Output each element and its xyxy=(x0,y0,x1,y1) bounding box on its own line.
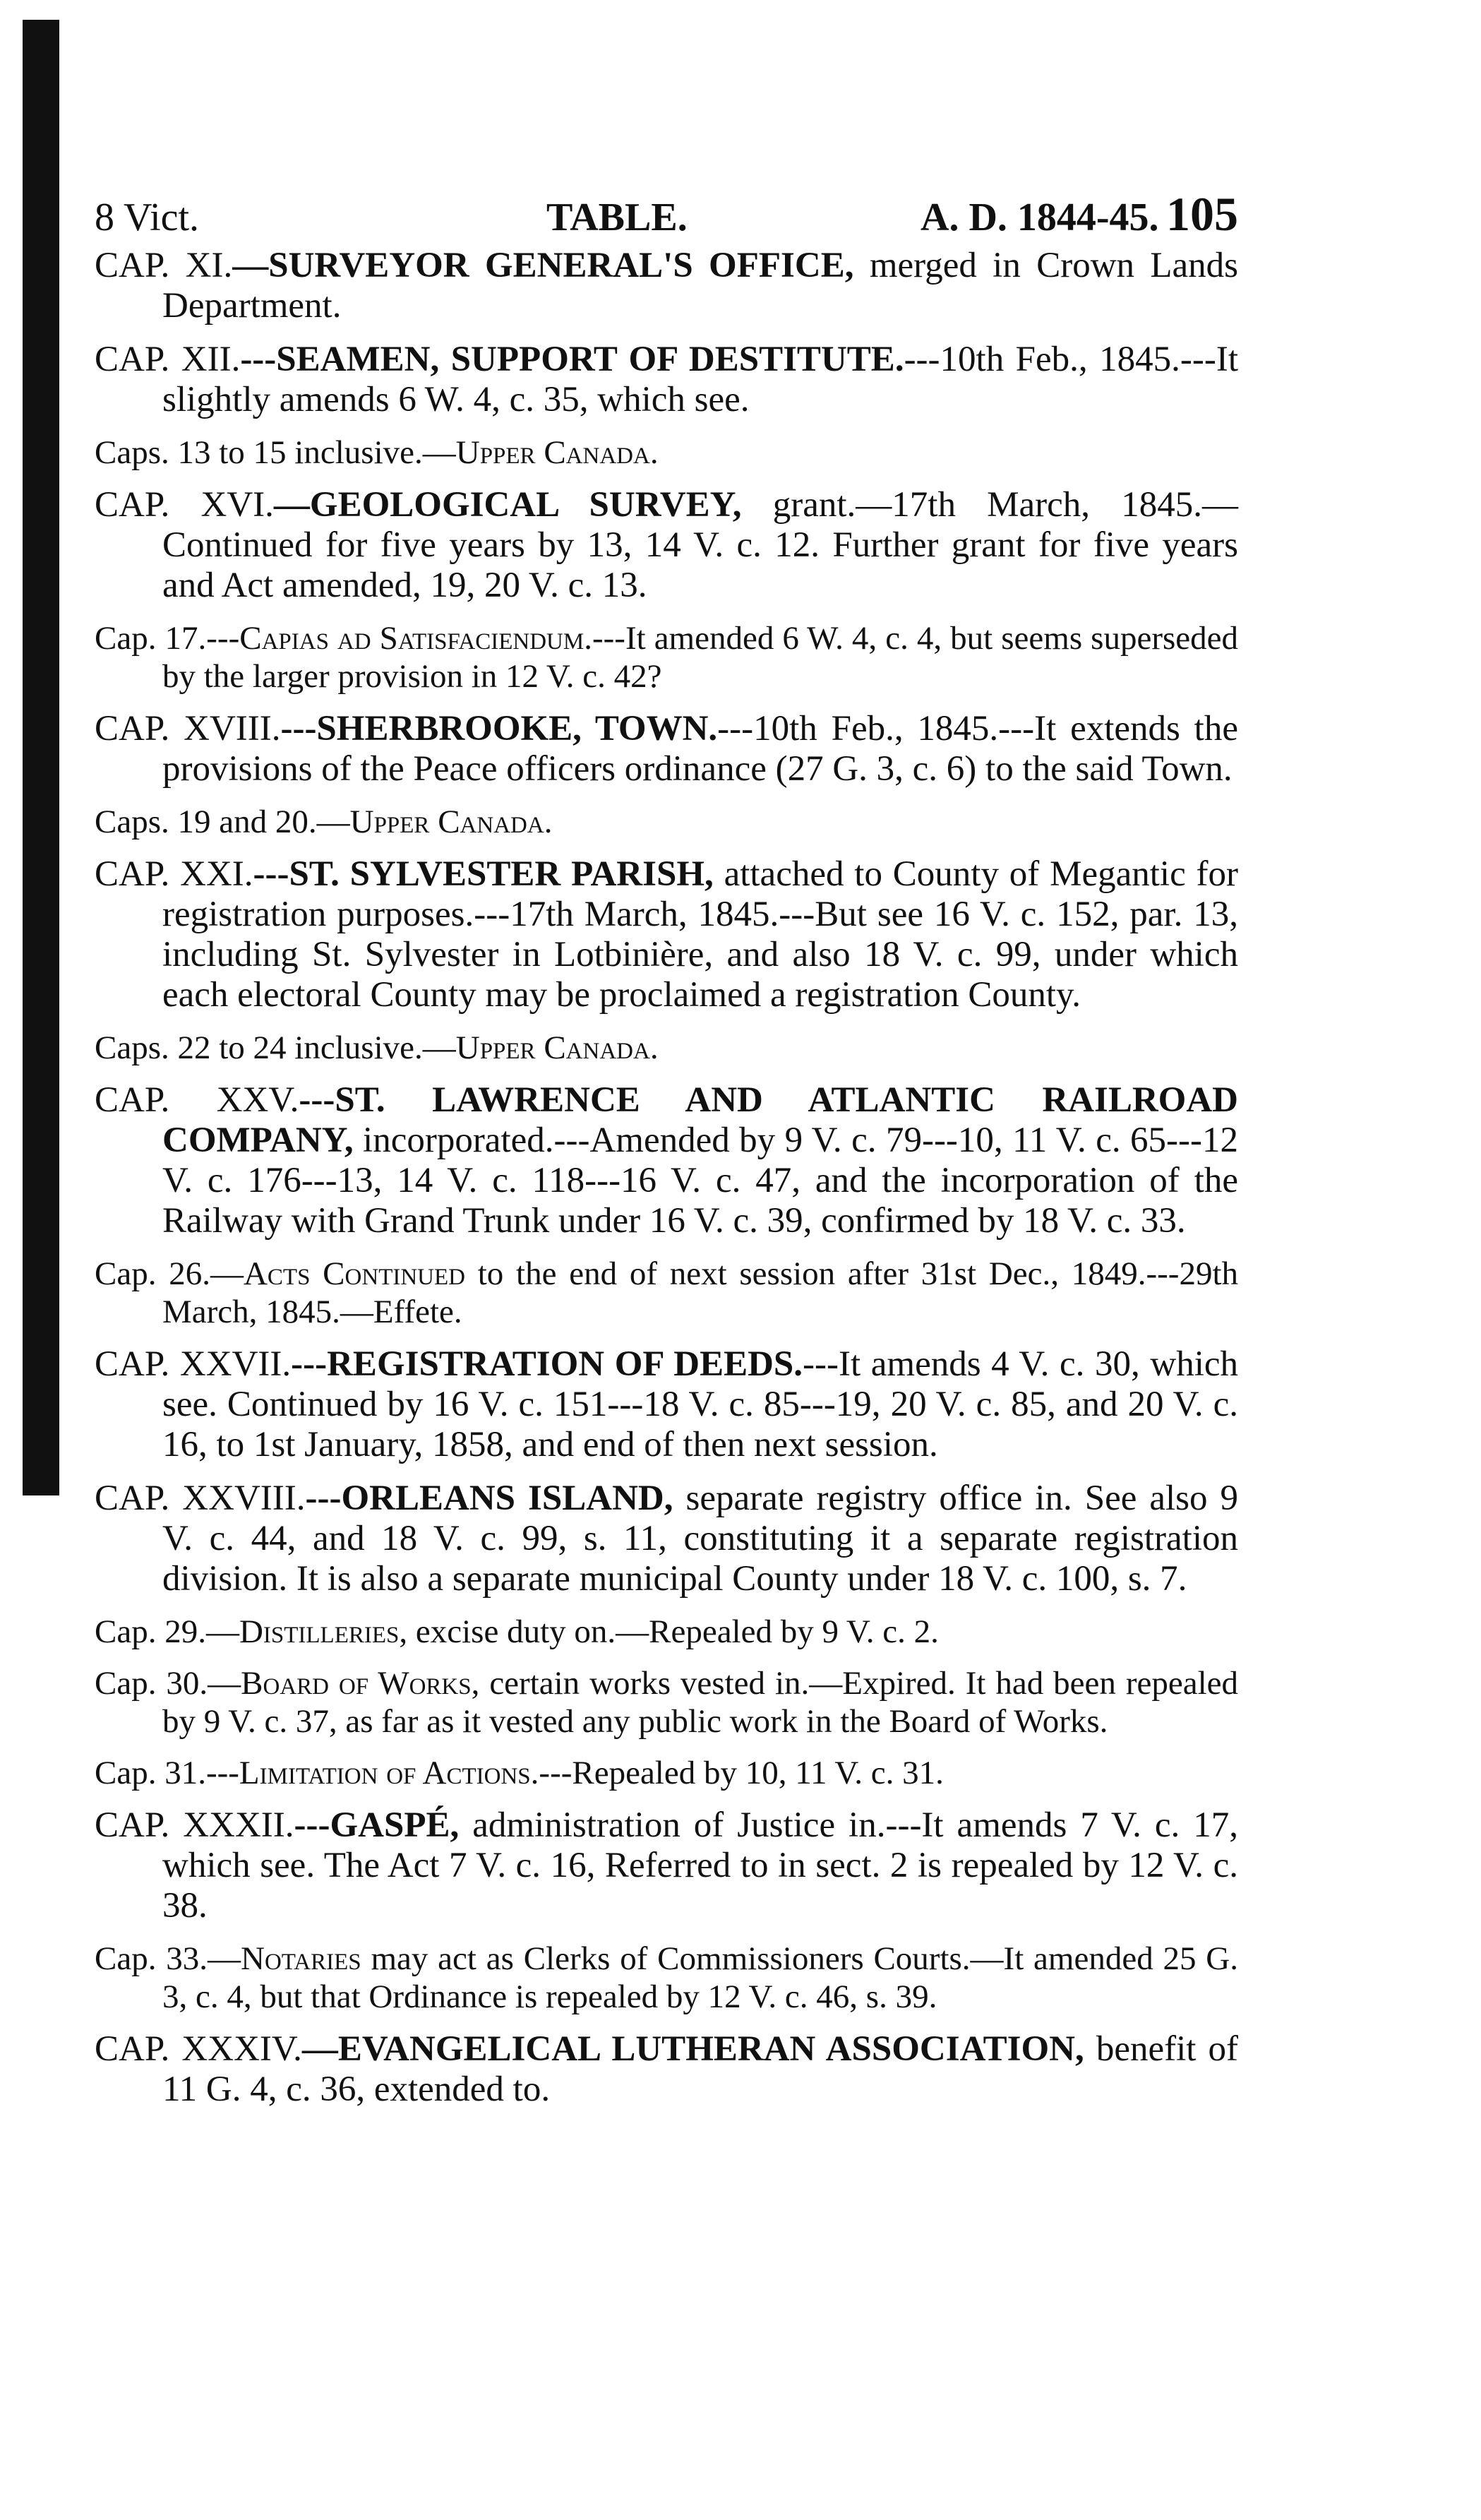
entry-cap-label: CAP. XVIII. xyxy=(95,709,281,748)
entry-text: excise duty on.—Repealed by 9 V. c. 2. xyxy=(407,1613,939,1650)
entry-cap-26 xyxy=(95,1255,1238,1331)
entry-cap-label: Caps. 19 and 20. xyxy=(95,804,317,840)
entry-title: —Upper Canada. xyxy=(316,804,553,840)
entry-cap-label: CAP. XXI. xyxy=(95,854,253,894)
entry-text: merged in Crown Lands Department. xyxy=(162,246,1238,326)
entry-cap-18 xyxy=(95,709,1238,789)
entry-cap-label: Cap. 26. xyxy=(95,1255,210,1292)
entry-text: may act as Clerks of Commissioners Courts.—It amended 25 G. 3, c. 4, but that Ordinance is repealed by 12 V. c. 46, s. 39. xyxy=(162,1940,1238,2015)
entry-title: ---Limitation of Actions. xyxy=(205,1755,539,1791)
entry-title: —Notaries xyxy=(208,1940,361,1977)
entry-cap-label: CAP. XVI. xyxy=(95,485,274,525)
entry-title: —EVANGELICAL LUTHERAN ASSOCIATION, xyxy=(301,2029,1084,2069)
entry-cap-32 xyxy=(95,1805,1238,1926)
entry-cap-31 xyxy=(95,1754,1238,1792)
entry-caps-13-15 xyxy=(95,434,1238,472)
entry-cap-label: Caps. 13 to 15 inclusive. xyxy=(95,434,423,471)
entry-cap-label: CAP. XXV. xyxy=(95,1080,299,1120)
entry-title: ---SHERBROOKE, TOWN. xyxy=(280,709,718,748)
entry-cap-label: CAP. XXXIV. xyxy=(95,2029,302,2069)
entry-text: ---It amended 6 W. 4, c. 4, but seems superseded by the larger provision in 12 V. c. 42? xyxy=(162,620,1238,695)
entry-text: ---Repealed by 10, 11 V. c. 31. xyxy=(539,1755,944,1791)
entry-text: separate registry office in. See also 9 V. c. 44, and 18 V. c. 99, s. 11, constituting it a separate registration division. It is also a separate municipal County under 18 V. c. 100, s. 7. xyxy=(162,1479,1239,1599)
entry-cap-16 xyxy=(95,485,1238,606)
entry-cap-label: CAP. XXVIII. xyxy=(95,1479,306,1518)
running-head-regnal-year: 8 Vict. xyxy=(95,196,200,239)
entry-title: —Acts Continued xyxy=(210,1255,465,1292)
entry-cap-label: Cap. 29. xyxy=(95,1613,206,1650)
entry-text: ---It amends 4 V. c. 30, which see. Continued by 16 V. c. 151---18 V. c. 85---19, 20 V. c. 85, and 20 V. c. 16, to 1st January, 1858, and end of then next session. xyxy=(162,1344,1238,1464)
entry-text: attached to County of Megantic for registration purposes.---17th March, 1845.---But see 16 V. c. 152, par. 13, including St. Sylvester in Lotbinière, and also 18 V. c. 99, under which each electoral County may be proclaimed a registration County. xyxy=(162,854,1238,1015)
entry-text: grant.—17th March, 1845.—Continued for five years by 13, 14 V. c. 12. Further grant for five years and Act amended, 19, 20 V. c. 13. xyxy=(162,485,1239,605)
entry-cap-label: Cap. 33. xyxy=(95,1940,208,1977)
entry-cap-label: Cap. 31. xyxy=(95,1755,206,1791)
entry-cap-25 xyxy=(95,1080,1238,1241)
entry-cap-label: Cap. 30. xyxy=(95,1665,208,1702)
entry-cap-33 xyxy=(95,1940,1238,2016)
entry-cap-21 xyxy=(95,854,1238,1015)
entry-title: ---GASPÉ, xyxy=(294,1805,460,1845)
binding-edge-bar xyxy=(23,20,59,1495)
entry-caps-19-20 xyxy=(95,803,1238,841)
entry-cap-label: CAP. XXXII. xyxy=(95,1805,294,1845)
entry-title: —Upper Canada. xyxy=(422,1029,659,1066)
entry-title: —Upper Canada. xyxy=(422,434,659,471)
running-head-date: A. D. 1844-45. xyxy=(921,196,1159,239)
entry-title: ---ST. LAWRENCE AND ATLANTIC RAILROAD COMPANY, xyxy=(162,1080,1239,1160)
entry-title: ---SEAMEN, SUPPORT OF DESTITUTE. xyxy=(240,340,904,379)
entry-text: to the end of next session after 31st Dec., 1849.---29th March, 1845.—Effete. xyxy=(162,1255,1239,1330)
entry-caps-22-24 xyxy=(95,1029,1238,1067)
entry-cap-29 xyxy=(95,1613,1238,1651)
entry-cap-12 xyxy=(95,340,1238,420)
page-body xyxy=(95,182,1238,2123)
entry-cap-30 xyxy=(95,1664,1238,1740)
entry-text: incorporated.---Amended by 9 V. c. 79---10, 11 V. c. 65---12 V. c. 176---13, 14 V. c. 118---16 V. c. 47, and the incorporation of the Railway with Grand Trunk under 16 V. c. 39, confirmed by 18 V. c. 33. xyxy=(162,1121,1238,1241)
entry-title: ---Capias ad Satisfaciendum. xyxy=(206,620,592,657)
entry-text: benefit of 11 G. 4, c. 36, extended to. xyxy=(162,2029,1239,2109)
entry-title: —GEOLOGICAL SURVEY, xyxy=(273,485,742,525)
entry-text: ---10th Feb., 1845.---It extends the provisions of the Peace officers ordinance (27 G. 3, c. 6) to the said Town. xyxy=(162,709,1238,789)
entry-cap-11 xyxy=(95,246,1238,326)
entry-text: certain works vested in.—Expired. It had been repealed by 9 V. c. 37, as far as it vested any public work in the Board of Works. xyxy=(162,1665,1238,1740)
entry-cap-27 xyxy=(95,1344,1238,1465)
entry-cap-label: CAP. XXVII. xyxy=(95,1344,292,1384)
entry-cap-label: Caps. 22 to 24 inclusive. xyxy=(95,1029,423,1066)
entry-title: —Distilleries, xyxy=(205,1613,408,1650)
entry-text: ---10th Feb., 1845.---It slightly amends 6 W. 4, c. 35, which see. xyxy=(162,340,1238,419)
entry-title: ---REGISTRATION OF DEEDS. xyxy=(291,1344,803,1384)
entry-title: —SURVEYOR GENERAL'S OFFICE, xyxy=(232,246,854,285)
entry-text: administration of Justice in.---It amends 7 V. c. 17, which see. The Act 7 V. c. 16, Referred to in sect. 2 is repealed by 12 V. c. 38. xyxy=(162,1805,1238,1925)
entry-cap-34 xyxy=(95,2029,1238,2110)
page-number: 105 xyxy=(1166,187,1238,241)
running-head-title: TABLE. xyxy=(546,196,688,239)
entry-title: ---ORLEANS ISLAND, xyxy=(305,1479,673,1518)
running-head xyxy=(95,182,1238,246)
entry-cap-label: Cap. 17. xyxy=(95,620,207,657)
entry-title: —Board of Works, xyxy=(208,1665,480,1702)
entry-cap-label: CAP. XII. xyxy=(95,340,241,379)
entry-cap-17 xyxy=(95,619,1238,695)
entry-cap-28 xyxy=(95,1479,1238,1599)
entry-title: ---ST. SYLVESTER PARISH, xyxy=(253,854,714,894)
entry-cap-label: CAP. XI. xyxy=(95,246,233,285)
